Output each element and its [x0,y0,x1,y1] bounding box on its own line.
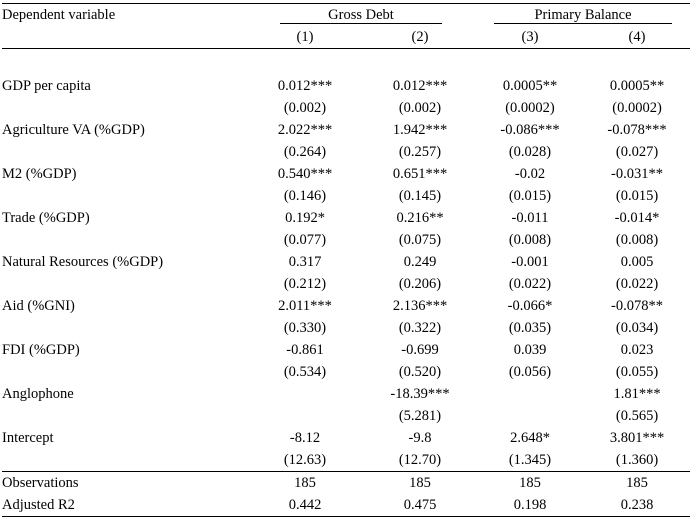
stat-value-cell: 185 [246,472,364,495]
coefficient-cell: 0.540*** [277,166,333,182]
coefficient-cell: 1.942*** [392,122,448,138]
standard-error-cell: (0.520) [398,364,442,380]
group-header-gross-debt [246,4,476,27]
coefficient-cell: -0.011 [511,210,549,226]
stat-label: Observations [2,472,246,495]
coefficient-cell: -0.861 [286,342,324,358]
standard-error-spacer [2,229,246,251]
standard-error-spacer [2,141,246,163]
coefficient-cell: -18.39*** [390,386,450,402]
column-header-3: (3) [476,26,584,49]
standard-error-cell: (0.330) [283,320,327,336]
stat-label: Adjusted R2 [2,494,246,517]
standard-error-cell: (0.028) [508,144,552,160]
standard-error-cell: (0.027) [615,144,659,160]
coefficient-cell [476,383,584,405]
standard-error-row-agriculture-va-gdp [2,141,690,163]
standard-error-cell: (0.322) [398,320,442,336]
standard-error-cell: (0.002) [398,100,442,116]
coefficient-cell: 0.023 [620,342,654,358]
standard-error-cell: (0.257) [398,144,442,160]
coefficient-cell: 0.0005** [502,78,558,94]
header-empty-cell [2,26,246,49]
stat-value-cell: 185 [476,472,584,495]
coefficient-cell: -0.078** [611,298,663,314]
standard-error-cell: (0.056) [508,364,552,380]
standard-error-spacer [2,361,246,383]
variable-label: GDP per capita [2,78,91,94]
standard-error-cell: (0.146) [283,188,327,204]
standard-error-cell: (0.034) [615,320,659,336]
coefficient-cell: -0.014* [614,210,660,226]
coefficient-row-aid-gni [2,295,690,317]
standard-error-row-m2-gdp [2,185,690,207]
header-row-columns [2,26,690,49]
standard-error-cell: (0.015) [615,188,659,204]
coefficient-row-natural-resources-gdp [2,251,690,273]
standard-error-cell [476,405,584,427]
standard-error-cell: (0.002) [283,100,327,116]
coefficient-cell: 0.249 [403,254,437,270]
standard-error-cell: (0.015) [508,188,552,204]
variable-label: Agriculture VA (%GDP) [2,122,145,138]
standard-error-cell: (0.077) [283,232,327,248]
coefficient-cell: -0.001 [511,254,549,270]
standard-error-spacer [2,273,246,295]
variable-label: Aid (%GNI) [2,298,75,314]
coefficient-row-fdi-gdp [2,339,690,361]
coefficient-cell: -0.031** [611,166,663,182]
coefficient-cell: -0.02 [514,166,546,182]
coefficient-cell: 0.012*** [392,78,448,94]
standard-error-row-aid-gni [2,317,690,339]
stat-value-cell: 185 [364,472,476,495]
spacer-cell [2,49,690,76]
coefficient-row-gdp-per-capita [2,75,690,97]
coefficient-cell: -0.078*** [607,122,667,138]
standard-error-row-anglophone [2,405,690,427]
standard-error-cell: (0.022) [615,276,659,292]
coefficient-row-trade-gdp [2,207,690,229]
standard-error-row-trade-gdp [2,229,690,251]
standard-error-cell: (0.565) [615,408,659,424]
dependent-variable-label: Dependent variable [2,4,246,27]
coefficient-cell: 3.801*** [609,430,665,446]
coefficient-cell: -8.12 [289,430,321,446]
stat-value-cell: 0.238 [584,494,690,517]
coefficient-cell: 0.216** [396,210,444,226]
standard-error-cell: (0.008) [508,232,552,248]
standard-error-cell: (0.008) [615,232,659,248]
standard-error-spacer [2,185,246,207]
standard-error-cell: (0.075) [398,232,442,248]
coefficient-cell: 2.136*** [392,298,448,314]
column-header-1: (1) [246,26,364,49]
coefficient-cell: 1.81*** [613,386,661,402]
stat-value-cell: 0.442 [246,494,364,517]
coefficient-cell: 2.648* [510,430,550,446]
coefficient-cell: 2.011*** [278,298,332,314]
coefficient-cell: 0.039 [513,342,547,358]
standard-error-cell: (1.345) [508,452,552,468]
standard-error-cell: (0.035) [508,320,552,336]
standard-error-cell: (5.281) [398,408,442,424]
coefficient-cell: -0.066* [507,298,553,314]
stat-value-cell: 0.475 [364,494,476,517]
group-label-gross-debt: Gross Debt [280,7,442,24]
standard-error-spacer [2,97,246,119]
standard-error-spacer [2,317,246,339]
standard-error-row-fdi-gdp [2,361,690,383]
standard-error-cell: (0.055) [615,364,659,380]
stat-value-cell: 185 [584,472,690,495]
coefficient-cell: 0.317 [288,254,322,270]
standard-error-spacer [2,449,246,472]
variable-label: Anglophone [2,386,74,402]
standard-error-cell [246,405,364,427]
column-header-4: (4) [584,26,690,49]
standard-error-spacer [2,405,246,427]
regression-table-body [2,4,690,517]
stat-row-adjusted-r2 [2,494,690,517]
coefficient-cell: -0.086*** [500,122,560,138]
group-header-primary-balance [476,4,690,27]
coefficient-cell: 0.012*** [277,78,333,94]
standard-error-cell: (0.145) [398,188,442,204]
header-row-groups [2,4,690,27]
variable-label: FDI (%GDP) [2,342,80,358]
variable-label: Intercept [2,430,54,446]
coefficient-cell: -9.8 [408,430,432,446]
coefficient-cell [246,383,364,405]
standard-error-cell: (0.534) [283,364,327,380]
coefficient-cell: -0.699 [401,342,439,358]
standard-error-row-natural-resources-gdp [2,273,690,295]
group-label-primary-balance: Primary Balance [494,7,671,24]
standard-error-cell: (0.0002) [612,100,662,116]
standard-error-cell: (0.0002) [505,100,555,116]
column-header-2: (2) [364,26,476,49]
coefficient-row-intercept [2,427,690,449]
coefficient-cell: 2.022*** [277,122,333,138]
regression-table [2,3,690,517]
variable-label: M2 (%GDP) [2,166,77,182]
coefficient-cell: 0.192* [285,210,325,226]
coefficient-row-m2-gdp [2,163,690,185]
stat-row-observations [2,472,690,495]
standard-error-cell: (0.212) [283,276,327,292]
standard-error-cell: (0.206) [398,276,442,292]
standard-error-cell: (0.264) [283,144,327,160]
standard-error-row-gdp-per-capita [2,97,690,119]
variable-label: Natural Resources (%GDP) [2,254,164,270]
standard-error-row-intercept [2,449,690,472]
standard-error-cell: (0.022) [508,276,552,292]
stat-value-cell: 0.198 [476,494,584,517]
standard-error-cell: (12.70) [398,452,442,468]
standard-error-cell: (1.360) [615,452,659,468]
coefficient-row-anglophone [2,383,690,405]
spacer-row [2,49,690,76]
coefficient-row-agriculture-va-gdp [2,119,690,141]
coefficient-cell: 0.005 [620,254,654,270]
standard-error-cell: (12.63) [283,452,327,468]
variable-label: Trade (%GDP) [2,210,90,226]
coefficient-cell: 0.0005** [609,78,665,94]
coefficient-cell: 0.651*** [392,166,448,182]
